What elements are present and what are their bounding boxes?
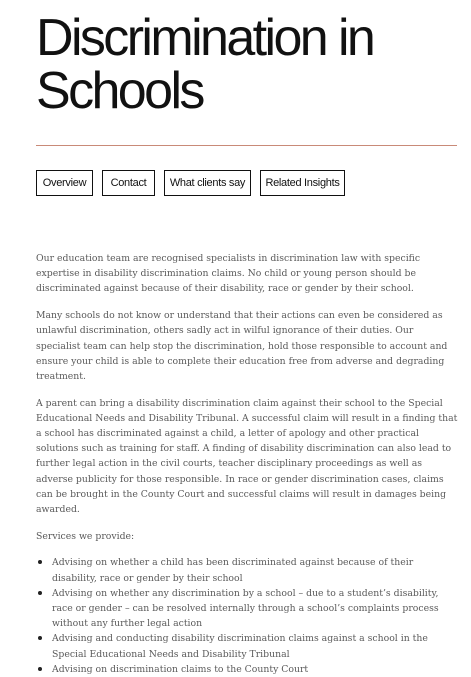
intro-paragraph: Our education team are recognised specialists in discrimination law with specific expertise in disability discrimination claims. No child or young person should be discriminated against because of their disability, race or gender by their school. — [36, 253, 421, 295]
list-item — [36, 662, 458, 677]
bullet-icon — [38, 591, 42, 595]
tribunal-paragraph: A parent can bring a disability discrimination claim against their school to the Special Educational Needs and Disability Tribunal. A successful claim will result in a finding that a school has discriminated against a child, a letter of apology and other practical solutions such as training for staff. A finding of disability discrimination can also lead to further legal action in the civil courts, teacher disciplinary proceedings as well as adverse publicity for those responsible. In race or gender discrimination cases, claims can be brought in the County Court and successful claims will result in damages being awarded. — [36, 397, 458, 516]
tab-contact[interactable]: Contact — [102, 170, 155, 196]
list-item-text: Advising and conducting disability discrimination claims against a school in the Special Educational Needs and Disability Tribunal — [52, 633, 428, 660]
tab-related-insights[interactable]: Related Insights — [260, 170, 345, 196]
section-tabs — [36, 170, 345, 196]
page-title: Discrimination in Schools — [36, 9, 374, 120]
bullet-icon — [38, 667, 42, 671]
title-divider — [36, 145, 457, 146]
list-item — [36, 631, 458, 661]
services-list — [36, 555, 458, 677]
tab-overview[interactable]: Overview — [36, 170, 93, 196]
main-content — [36, 251, 458, 677]
services-intro: Services we provide: — [36, 530, 135, 542]
bullet-icon — [38, 560, 42, 564]
list-item — [36, 586, 458, 632]
list-item-text: Advising on whether a child has been discriminated against because of their disability, race or gender by their school — [52, 557, 414, 584]
bullet-icon — [38, 636, 42, 640]
list-item-text: Advising on discrimination claims to the County Court — [52, 663, 309, 675]
tab-what-clients-say[interactable]: What clients say — [164, 170, 251, 196]
list-item — [36, 555, 458, 585]
list-item-text: Advising on whether any discrimination by a school – due to a student’s disability, race or gender – can be resolved internally through a school’s complaints process without any further legal action — [52, 587, 439, 630]
schools-paragraph: Many schools do not know or understand that their actions can even be considered as unlawful discrimination, others sadly act in wilful ignorance of their duties. Our specialist team can help stop the discrimination, hold those responsible to account and ensure your child is able to complete their education free from adverse and degrading treatment. — [36, 310, 448, 382]
